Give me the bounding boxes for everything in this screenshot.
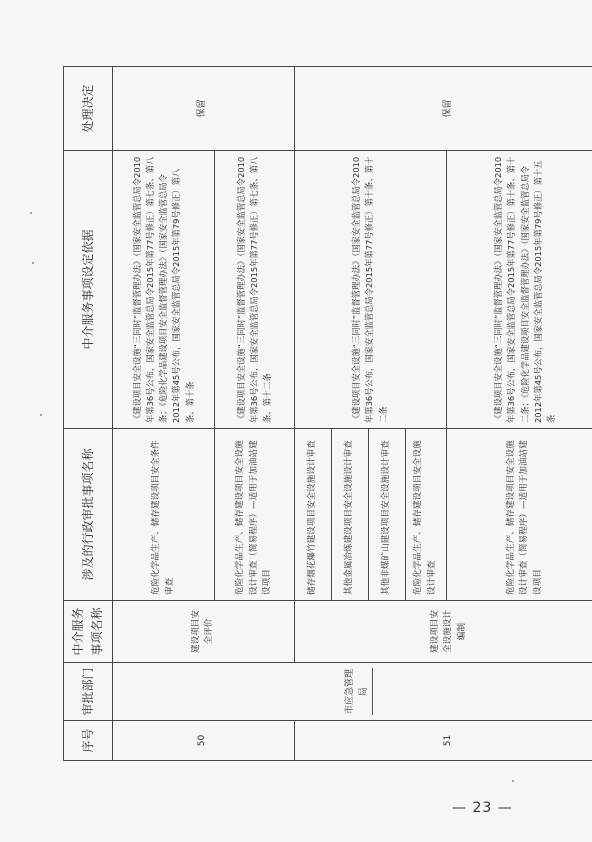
approval-cell: 危险化学品生产、储存建设项目安全条件审查 xyxy=(113,429,215,601)
header-basis: 中介服务事项设定依据 xyxy=(64,151,113,429)
header-seq: 序号 xyxy=(64,721,113,761)
approval-cell: 其他非煤矿山建设项目安全设施设计审查 xyxy=(369,429,406,601)
table-row xyxy=(294,67,331,761)
basis-cell: 《建设项目安全设施“三同时”监督管理办法》（国家安全监管总局令2010年第36号公布，国家安全监管总局令2015年第77号修正）第七条、第八条、第十二条 xyxy=(215,151,294,429)
rotated-table-container xyxy=(63,67,592,761)
scan-speck xyxy=(40,414,42,416)
header-service: 中介服务事项名称 xyxy=(64,601,113,663)
table-header-row xyxy=(64,67,113,761)
header-decision: 处理决定 xyxy=(64,67,113,151)
decision-cell: 保留 xyxy=(113,67,295,151)
seq-cell: 51 xyxy=(294,721,592,761)
service-cell: 建设项目安全评价 xyxy=(113,601,295,663)
intermediary-services-table xyxy=(63,66,592,761)
header-approval: 涉及的行政审批事项名称 xyxy=(64,429,113,601)
scan-speck xyxy=(30,212,32,214)
approval-cell: 储存烟花爆竹建设项目安全设施设计审查 xyxy=(294,429,331,601)
dept-name: 市应急管理局 xyxy=(344,668,374,715)
approval-cell: 其他金属冶炼建设项目安全设施设计审查 xyxy=(331,429,368,601)
basis-cell: 《建设项目安全设施“三同时”监督管理办法》（国家安全监管总局令2010年第36号公布，国家安全监管总局令2015年第77号修正）第十条、第十二条 xyxy=(294,151,446,429)
approval-cell: 危险化学品生产、储存建设项目安全设施设计审查（简易程序）—适用于加油站建设项目 xyxy=(215,429,294,601)
decision-cell: 保留 xyxy=(294,67,592,151)
approval-cell: 危险化学品生产、储存建设项目安全设施设计审查 xyxy=(406,429,446,601)
header-dept: 审批部门 xyxy=(64,663,113,721)
table-row xyxy=(113,67,215,761)
basis-cell: 《建设项目安全设施“三同时”监督管理办法》（国家安全监管总局令2010年第36号公布，国家安全监管总局令2015年第77号修正）第七条、第八条；《危险化学品建设项目安全监督管理办法》（国家安全监管总局令2012年第45号公布，国家安全监管总局令2015年第79号修正）第八条、第十条 xyxy=(113,151,215,429)
approval-cell: 危险化学品生产、储存建设项目安全设施设计审查（简易程序）—适用于加油站建设项目 xyxy=(446,429,592,601)
scan-speck xyxy=(512,780,514,782)
scan-speck xyxy=(32,262,34,264)
page-number: — 23 — xyxy=(452,800,513,816)
seq-cell: 50 xyxy=(113,721,295,761)
service-cell: 建设项目安全设施设计编制 xyxy=(294,601,592,663)
basis-cell: 《建设项目安全设施“三同时”监督管理办法》（国家安全监管总局令2010年第36号公布，国家安全监管总局令2015年第77号修正）第十条、第十二条；《危险化学品建设项目安全监督管理办法》（国家安全监管总局令2012年第45号公布，国家安全监管总局令2015年第79号修正）第十五条 xyxy=(446,151,592,429)
dept-cell xyxy=(113,663,592,721)
